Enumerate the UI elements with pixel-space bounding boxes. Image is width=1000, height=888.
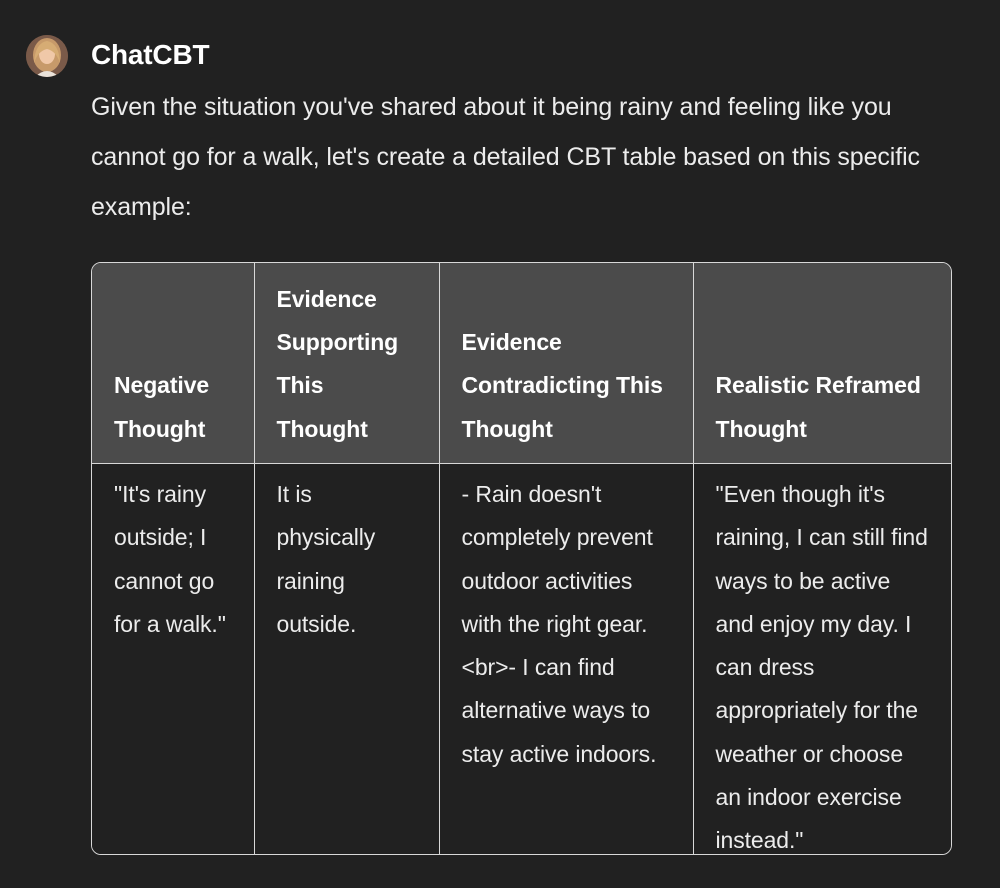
table-header-row [92, 263, 952, 464]
header-evidence-contradicting: Evidence Contradicting This Thought [439, 263, 693, 464]
header-realistic-reframed: Realistic Reframed Thought [693, 263, 952, 464]
cell-negative-thought: "It's rainy outside; I cannot go for a walk." [92, 464, 254, 856]
avatar [26, 35, 68, 77]
header-evidence-supporting: Evidence Supporting This Thought [254, 263, 439, 464]
cell-evidence-supporting: It is physically raining outside. [254, 464, 439, 856]
woman-portrait-icon [26, 35, 68, 77]
cbt-table [91, 262, 952, 855]
message-text: Given the situation you've shared about it being rainy and feeling like you cannot go for a walk, let's create a detailed CBT table based on this specific example: [91, 93, 920, 221]
cell-realistic-reframed: "Even though it's raining, I can still find ways to be active and enjoy my day. I can dress appropriately for the weather or choose an indoor exercise instead." [693, 464, 952, 856]
cell-evidence-contradicting: - Rain doesn't completely prevent outdoor activities with the right gear.<br>- I can find alternative ways to stay active indoors. [439, 464, 693, 856]
table-row [92, 464, 952, 856]
sender-name: ChatCBT [91, 39, 210, 70]
header-negative-thought: Negative Thought [92, 263, 254, 464]
